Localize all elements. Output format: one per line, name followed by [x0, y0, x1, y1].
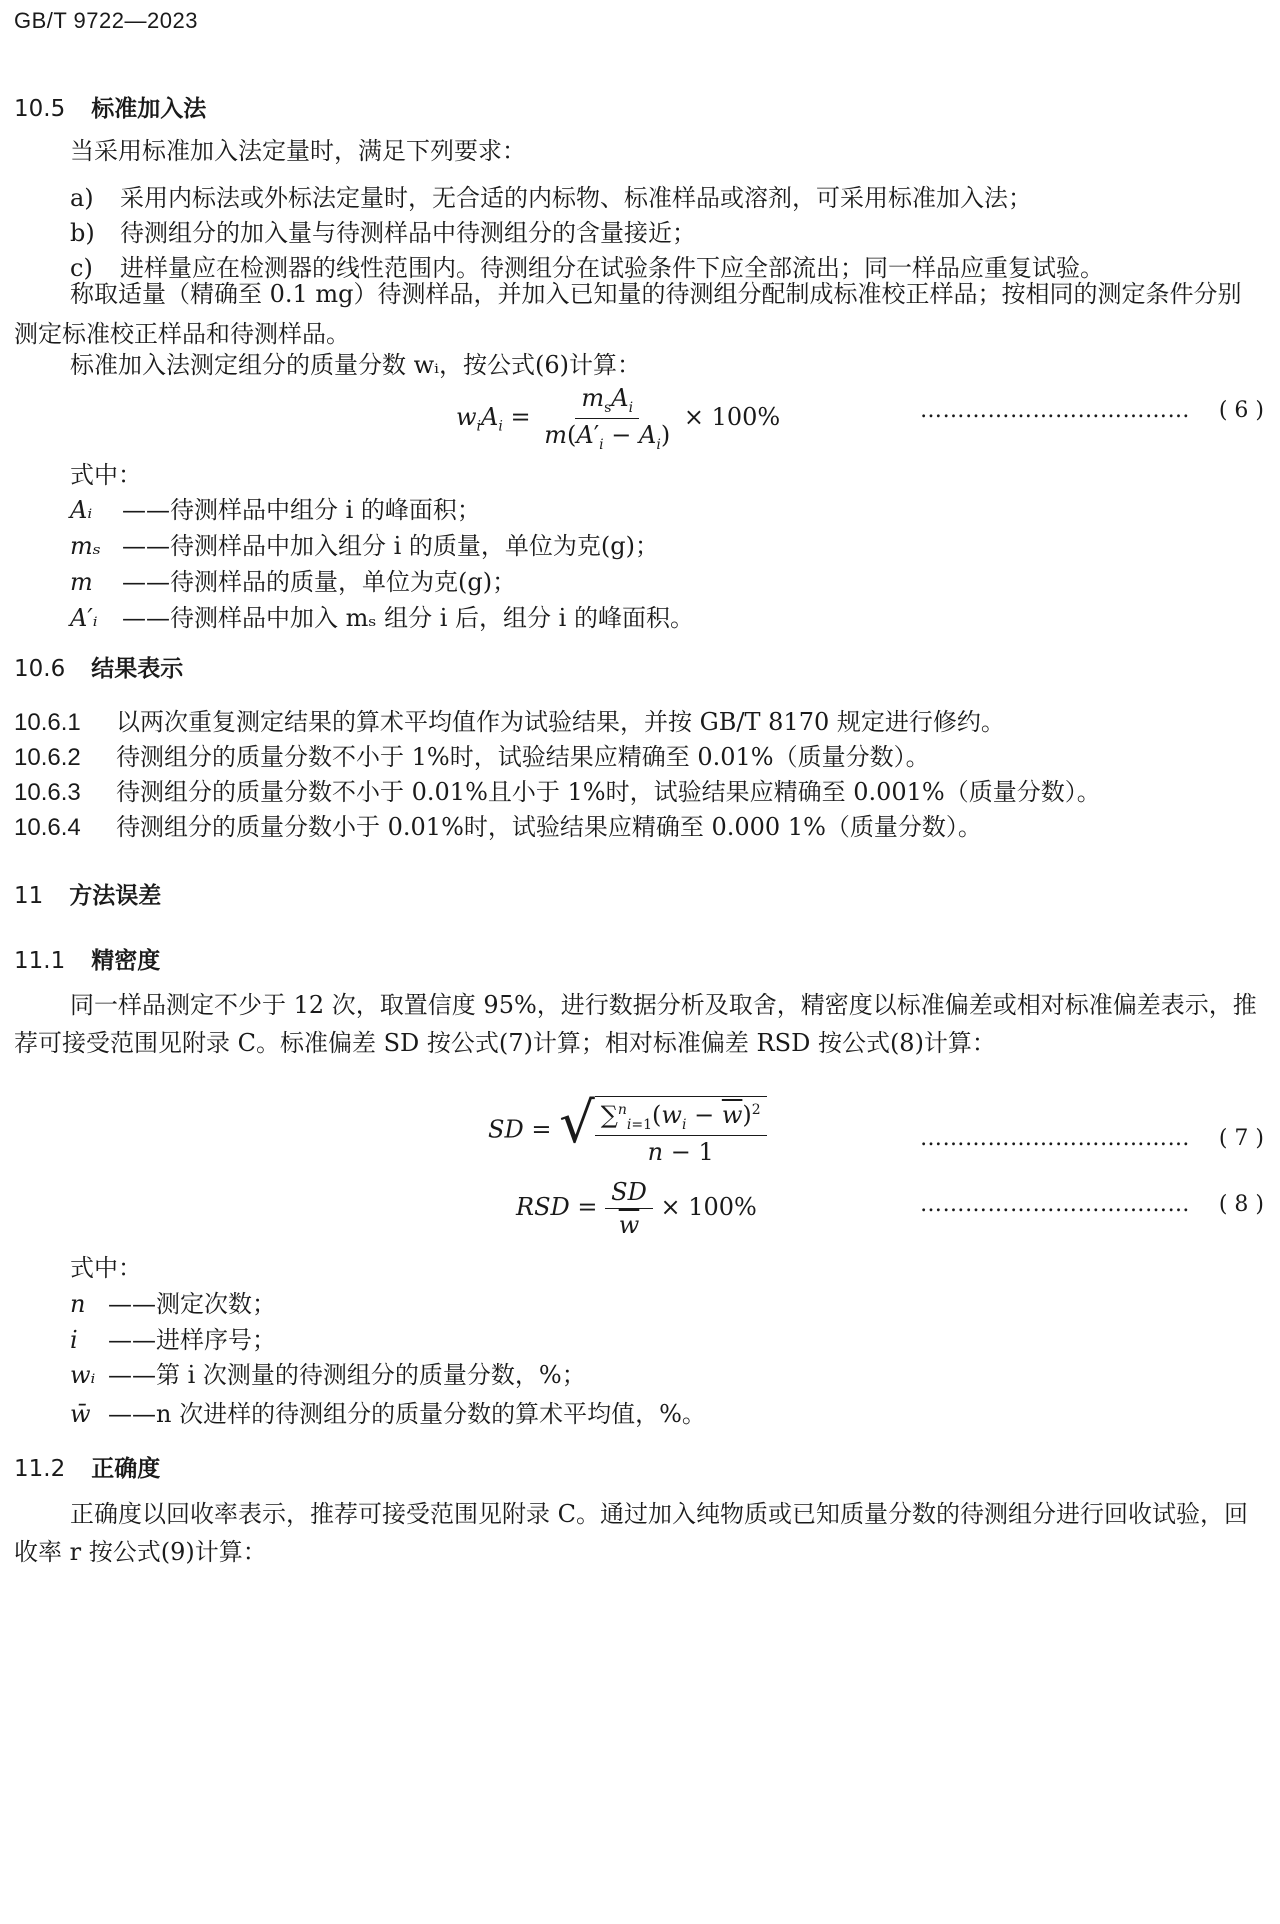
- subsection: 10.6.2 待测组分的质量分数不小于 1%时，试验结果应精确至 0.01%（质量分数）。: [14, 743, 930, 771]
- section-title: 标准加入法: [91, 96, 207, 122]
- variable-definition: n ——测定次数；: [70, 1290, 276, 1318]
- list-item: a) 采用内标法或外标法定量时，无合适的内标物、标准样品或溶剂，可采用标准加入法；: [70, 184, 1032, 212]
- list-item: c) 进样量应在检测器的线性范围内。待测组分在试验条件下应全部流出；同一样品应重复试验。: [70, 254, 1104, 282]
- subsection: 10.6.1 以两次重复测定结果的算术平均值作为试验结果，并按 GB/T 8170 规定进行修约。: [14, 708, 1005, 736]
- variable-definition: Aᵢ ——待测样品中组分 i 的峰面积；: [70, 496, 481, 524]
- variable-definition: m ——待测样品的质量，单位为克(g)；: [70, 568, 517, 596]
- where-label: 式中：: [70, 1254, 142, 1282]
- section-11-heading: 11 方法误差: [14, 883, 162, 909]
- leader-dots: ………………………………: [920, 398, 1190, 423]
- equation-number: ( 7 ): [1218, 1126, 1264, 1151]
- leader-dots: ………………………………: [920, 1192, 1190, 1217]
- paragraph: 当采用标准加入法定量时，满足下列要求：: [70, 137, 526, 165]
- formula-7: SD = √ $\frac{\sum^n_{i=1}(w_i - \overline{w})^2}{n - 1}$: [488, 1096, 767, 1166]
- formula-6: $w_iA_i$ = $\frac{m_sA_i}{m(A'_i - A_i)}$ × 100%: [456, 384, 781, 453]
- list-item: b) 待测组分的加入量与待测样品中待测组分的含量接近；: [70, 219, 696, 247]
- where-label: 式中：: [70, 461, 142, 489]
- subsection: 10.6.4 待测组分的质量分数小于 0.01%时，试验结果应精确至 0.000 1%（质量分数）。: [14, 813, 982, 841]
- section-11-1-heading: 11.1 精密度: [14, 948, 161, 974]
- variable-definition: mₛ ——待测样品中加入组分 i 的质量，单位为克(g)；: [70, 532, 660, 560]
- variable-definition: w̄ ——n 次进样的待测组分的质量分数的算术平均值，%。: [70, 1400, 706, 1428]
- standard-code: GB/T 9722—2023: [14, 8, 198, 33]
- section-number: 10.5: [14, 96, 66, 122]
- subsection: 10.6.3 待测组分的质量分数不小于 0.01%且小于 1%时，试验结果应精确至 0.001%（质量分数）。: [14, 778, 1101, 806]
- equation-number: ( 8 ): [1218, 1192, 1264, 1217]
- variable-definition: A′ᵢ ——待测样品中加入 mₛ 组分 i 后，组分 i 的峰面积。: [70, 604, 694, 632]
- section-10-6-heading: 10.6 结果表示: [14, 656, 184, 682]
- leader-dots: ………………………………: [920, 1126, 1190, 1151]
- formula-8: RSD = $\frac{SD}{w}$ × 100%: [516, 1178, 757, 1239]
- equation-number: ( 6 ): [1218, 398, 1264, 423]
- variable-definition: wᵢ ——第 i 次测量的待测组分的质量分数，%；: [70, 1361, 586, 1389]
- paragraph: 同一样品测定不少于 12 次，取置信度 95%，进行数据分析及取舍，精密度以标准偏差或相对标准偏差表示，推荐可接受范围见附录 C。标准偏差 SD 按公式(7)计算；相对标准偏差 RSD 按公式(8)计算：: [14, 991, 1257, 1057]
- section-10-5-heading: [14, 90, 206, 123]
- paragraph: 标准加入法测定组分的质量分数 wᵢ，按公式(6)计算：: [70, 351, 641, 379]
- variable-definition: i ——进样序号；: [70, 1326, 276, 1354]
- paragraph: 正确度以回收率表示，推荐可接受范围见附录 C。通过加入纯物质或已知质量分数的待测组分进行回收试验，回收率 r 按公式(9)计算：: [14, 1500, 1248, 1566]
- paragraph: 称取适量（精确至 0.1 mg）待测样品，并加入已知量的待测组分配制成标准校正样品；按相同的测定条件分别测定标准校正样品和待测样品。: [14, 280, 1242, 348]
- section-11-2-heading: 11.2 正确度: [14, 1456, 161, 1482]
